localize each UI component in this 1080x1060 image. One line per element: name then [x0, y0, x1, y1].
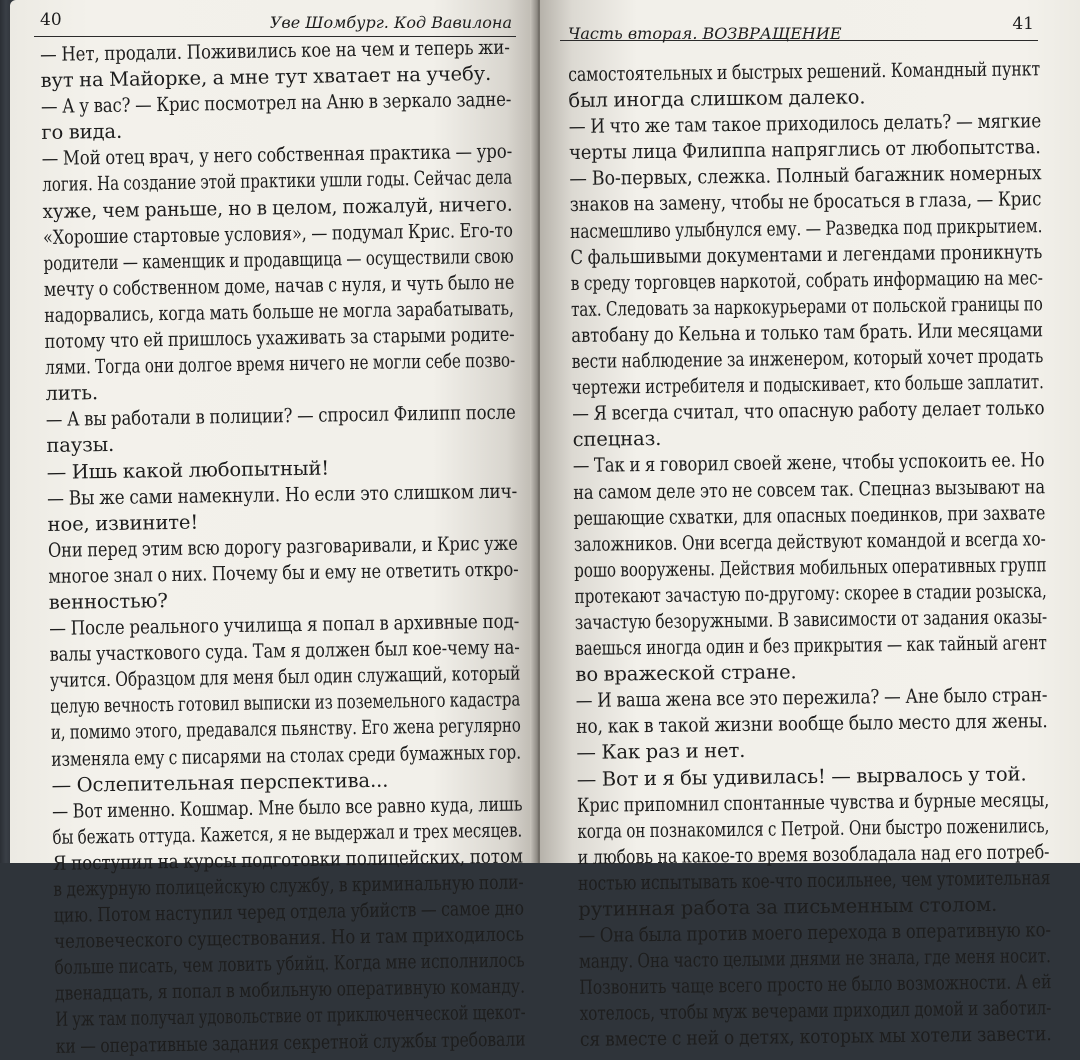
text-line: ки — оперативные задания секретной службы требовали [55, 1027, 526, 1058]
text-line: манду. Она часто целыми днями не знала, где меня носит. [578, 944, 1051, 974]
text-line: человеческого существования. Но и там приходилось [53, 922, 525, 954]
text-line: насмешливо улыбнулся ему. — Разведка под прикрытием. [569, 213, 1043, 243]
text-line: — Как раз и нет. [576, 739, 746, 765]
text-line: рошо вооружены. Действия мобильных оперативных групп [574, 552, 1047, 582]
text-line: лями. Тогда они долгое время ничего не могли себе позво- [44, 348, 516, 380]
text-line: учится. Образцом для меня был один служащий, который [49, 661, 521, 693]
text-line: — Она была против моего перехода в оперативную ко- [578, 918, 1052, 948]
text-line: — Ишь какой любопытный! [46, 456, 330, 484]
text-line: и, помимо этого, предавался пьянству. Его жена регулярно [50, 713, 521, 745]
text-line: бы бежать оттуда. Кажется, я не выдержал и трех месяцев. [52, 818, 523, 849]
text-line: целую вечность готовил выписки из поземельного кадастра [50, 687, 521, 719]
text-line: Я поступил на курсы подготовки полицейских, потом [52, 844, 523, 875]
left-page [10, 0, 538, 1058]
text-line: больше писать, чем ловить убийц. Когда мне исполнилось [54, 948, 525, 980]
text-line: Позвонить чаще всего просто не было возможности. А ей [579, 970, 1052, 1000]
text-line: — И ваша жена все это пережила? — Ане было стран- [575, 683, 1048, 713]
text-line: лить. [45, 381, 99, 406]
text-line: изменяла ему с писарями на столах среди бумажных гор. [51, 740, 522, 771]
text-line: заложников. Они всегда действуют командой и всегда хо- [573, 526, 1046, 556]
text-line: — А у вас? — Крис посмотрел на Аню в зеркало задне- [40, 87, 512, 119]
right-page [540, 0, 1080, 1052]
right-page-number: 41 [1012, 14, 1034, 34]
text-line: многое знал о них. Почему бы и ему не ответить откро- [48, 557, 519, 588]
text-line: был иногда слишком далеко. [568, 85, 866, 113]
text-line: знаков на замену, чтобы не бросаться в глаза, — Крис [569, 187, 1042, 217]
text-line: ся вместе с ней о детях, которых мы хотели завести. [579, 1022, 1052, 1052]
text-line: но, как в такой жизни вообще было место для жены. [575, 709, 1048, 739]
text-line: в дежурную полицейскую службу, в криминальную поли- [53, 870, 524, 901]
left-running-header: Уве Шомбург. Код Вавилона [269, 13, 512, 32]
text-line: валы участкового суда. Там я должен был кое-чему на- [49, 635, 520, 667]
text-line: го вида. [41, 120, 123, 145]
text-line: вести наблюдение за инженером, который хочет продать [571, 344, 1044, 374]
text-line: — Вот и я бы удивилась! — вырвалось у той. [576, 761, 1027, 791]
text-line: — Во-первых, слежка. Полный багажник номерных [569, 161, 1042, 191]
text-line: черты лица Филиппа напряглись от любопытства. [568, 135, 1041, 165]
text-line: — Так и я говорил своей жене, чтобы успокоить ее. Но [572, 448, 1045, 478]
left-page-header [34, 10, 516, 37]
text-line: — Нет, продали. Поживились кое на чем и теперь жи- [40, 35, 510, 66]
text-line: самостоятельных и быстрых решений. Командный пункт [568, 57, 1041, 86]
text-line: ное, извините! [47, 510, 199, 536]
text-line: мечту о собственном доме, начав с нуля, и чуть было не [43, 270, 515, 301]
text-line: когда он познакомился с Петрой. Они быстро поженились, [577, 813, 1050, 843]
text-line: вут на Майорке, а мне тут хватает на учебу. [40, 62, 492, 93]
text-line: Крис припомнил спонтанные чувства и бурные месяцы, [576, 787, 1050, 817]
text-line: зачастую безоружными. В зависимости от задания оказы- [574, 605, 1048, 634]
text-line: — Ослепительная перспектива... [51, 768, 389, 797]
text-line: — Вы же сами намекнули. Но если это слишком лич- [46, 479, 518, 510]
text-line: ваешься иногда один и без прикрытия — как тайный агент [575, 631, 1047, 661]
right-page-header [560, 14, 1038, 41]
text-line: цию. Потом наступил черед отдела убийств — самое дно [53, 896, 525, 927]
text-line: двенадцать, я попал в мобильную оперативную команду. [54, 974, 526, 1006]
text-line: И уж там получал удовольствие от приключенческой щекот- [55, 1000, 526, 1032]
right-page-body [568, 56, 1052, 1053]
text-line: потому что ей пришлось ухаживать за старыми родите- [44, 322, 515, 353]
text-line: ностью испытывать кое-что посильнее, чем утомительная [577, 866, 1051, 895]
text-line: логия. На создание этой практики ушли годы. Сейчас дела [42, 166, 513, 197]
text-line: — Мой отец врач, у него собственная практика — уро- [41, 139, 513, 171]
left-page-number: 40 [40, 10, 62, 30]
text-line: хотелось, чтобы муж вечерами приходил домой и заботил- [579, 996, 1052, 1026]
left-page-body [40, 35, 526, 1060]
text-line: протекают зачастую по-другому: скорее в стадии розыска, [574, 579, 1047, 608]
text-line: рутинная работа за письменным столом. [578, 892, 998, 921]
text-line: спецназ. [572, 427, 662, 452]
text-line: надорвались, когда мать больше не могла зарабатывать, [44, 296, 515, 327]
text-line: «Хорошие стартовые условия», — подумал Крис. Его-то [42, 218, 513, 249]
text-line: и любовь на какое-то время возобладала над его потреб- [577, 839, 1050, 869]
text-line: венностью? [48, 589, 168, 614]
text-line: — Вот именно. Кошмар. Мне было все равно куда, лишь [51, 792, 523, 823]
text-line: Они перед этим всю дорогу разговаривали, и Крис уже [47, 531, 518, 562]
text-line: паузы. [46, 433, 115, 458]
text-line: — И что же там такое приходилось делать? — мягкие [568, 109, 1042, 139]
text-line: в среду торговцев наркотой, собрать информацию на мес- [570, 265, 1043, 295]
text-line: С фальшивыми документами и легендами проникнуть [570, 239, 1043, 269]
text-line: — А вы работали в полиции? — спросил Филипп после [45, 400, 516, 432]
text-line: — Я всегда считал, что опасную работу делает только [572, 396, 1045, 426]
text-line: тах. Следовать за наркокурьерами от польской границы по [570, 292, 1043, 321]
right-running-header: Часть вторая. ВОЗВРАЩЕНИЕ [568, 24, 842, 43]
text-line: чертежи истребителя и подыскивает, кто больше заплатит. [571, 370, 1044, 400]
text-line: решающие схватки, для опасных поединков, при захвате [573, 500, 1046, 530]
text-line: хуже, чем раньше, но в целом, пожалуй, ничего. [42, 192, 513, 223]
text-line: во вражеской стране. [575, 660, 797, 687]
text-line: — После реального училища я попал в архивные под- [49, 609, 520, 640]
text-line: на самом деле это не совсем так. Спецназ вызывают на [573, 474, 1046, 504]
text-line: родители — каменщик и продавщица — осуществили свою [43, 244, 514, 275]
text-line: автобану до Кельна и только там брать. Или месяцами [571, 318, 1044, 347]
